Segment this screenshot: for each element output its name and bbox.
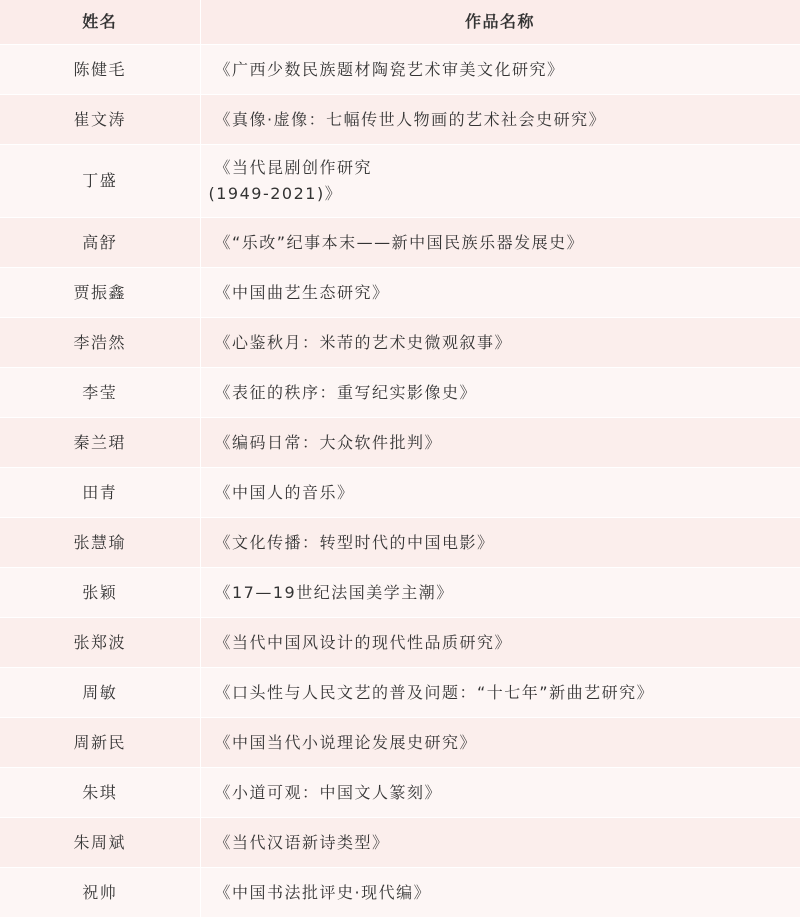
author-name: 田青	[0, 468, 200, 518]
author-name: 秦兰珺	[0, 418, 200, 468]
work-title: 《当代汉语新诗类型》	[200, 818, 800, 868]
table-row	[0, 668, 800, 718]
work-title-line-1: 《当代昆剧创作研究	[214, 158, 373, 177]
work-title: 《17—19世纪法国美学主潮》	[200, 568, 800, 618]
work-title: 《中国人的音乐》	[200, 468, 800, 518]
table-row	[0, 618, 800, 668]
work-title: 《中国书法批评史·现代编》	[200, 868, 800, 918]
author-name: 张慧瑜	[0, 518, 200, 568]
table-row	[0, 868, 800, 918]
table-row	[0, 268, 800, 318]
author-name: 朱琪	[0, 768, 200, 818]
table-header	[0, 0, 800, 45]
table-row	[0, 145, 800, 218]
author-name: 丁盛	[0, 145, 200, 218]
work-title: 《口头性与人民文艺的普及问题：“十七年”新曲艺研究》	[200, 668, 800, 718]
author-name: 祝帅	[0, 868, 200, 918]
author-name: 张郑波	[0, 618, 200, 668]
work-title	[200, 145, 800, 218]
author-name: 贾振鑫	[0, 268, 200, 318]
table-row	[0, 318, 800, 368]
work-title: 《表征的秩序：重写纪实影像史》	[200, 368, 800, 418]
table-row	[0, 45, 800, 95]
table-row	[0, 568, 800, 618]
author-name: 朱周斌	[0, 818, 200, 868]
author-name: 李浩然	[0, 318, 200, 368]
author-name: 周敏	[0, 668, 200, 718]
table-row	[0, 368, 800, 418]
work-title: 《中国曲艺生态研究》	[200, 268, 800, 318]
author-name: 崔文涛	[0, 95, 200, 145]
work-title-line-2: (1949-2021)》	[208, 184, 343, 203]
work-title: 《真像·虚像：七幅传世人物画的艺术社会史研究》	[200, 95, 800, 145]
header-row	[0, 0, 800, 45]
author-name: 高舒	[0, 218, 200, 268]
author-name: 周新民	[0, 718, 200, 768]
author-name: 陈健毛	[0, 45, 200, 95]
work-title: 《“乐改”纪事本末——新中国民族乐器发展史》	[200, 218, 800, 268]
header-work-title: 作品名称	[200, 0, 800, 45]
header-name: 姓名	[0, 0, 200, 45]
work-title: 《当代中国风设计的现代性品质研究》	[200, 618, 800, 668]
table-body	[0, 45, 800, 918]
table-row	[0, 818, 800, 868]
table-row	[0, 768, 800, 818]
table-row	[0, 418, 800, 468]
table-row	[0, 518, 800, 568]
author-name: 张颖	[0, 568, 200, 618]
work-title: 《小道可观：中国文人篆刻》	[200, 768, 800, 818]
table-row	[0, 218, 800, 268]
work-title: 《心鉴秋月：米芾的艺术史微观叙事》	[200, 318, 800, 368]
author-name: 李莹	[0, 368, 200, 418]
work-title: 《广西少数民族题材陶瓷艺术审美文化研究》	[200, 45, 800, 95]
table-row	[0, 468, 800, 518]
table-row	[0, 718, 800, 768]
work-title: 《中国当代小说理论发展史研究》	[200, 718, 800, 768]
work-title: 《文化传播：转型时代的中国电影》	[200, 518, 800, 568]
work-title: 《编码日常：大众软件批判》	[200, 418, 800, 468]
table-row	[0, 95, 800, 145]
